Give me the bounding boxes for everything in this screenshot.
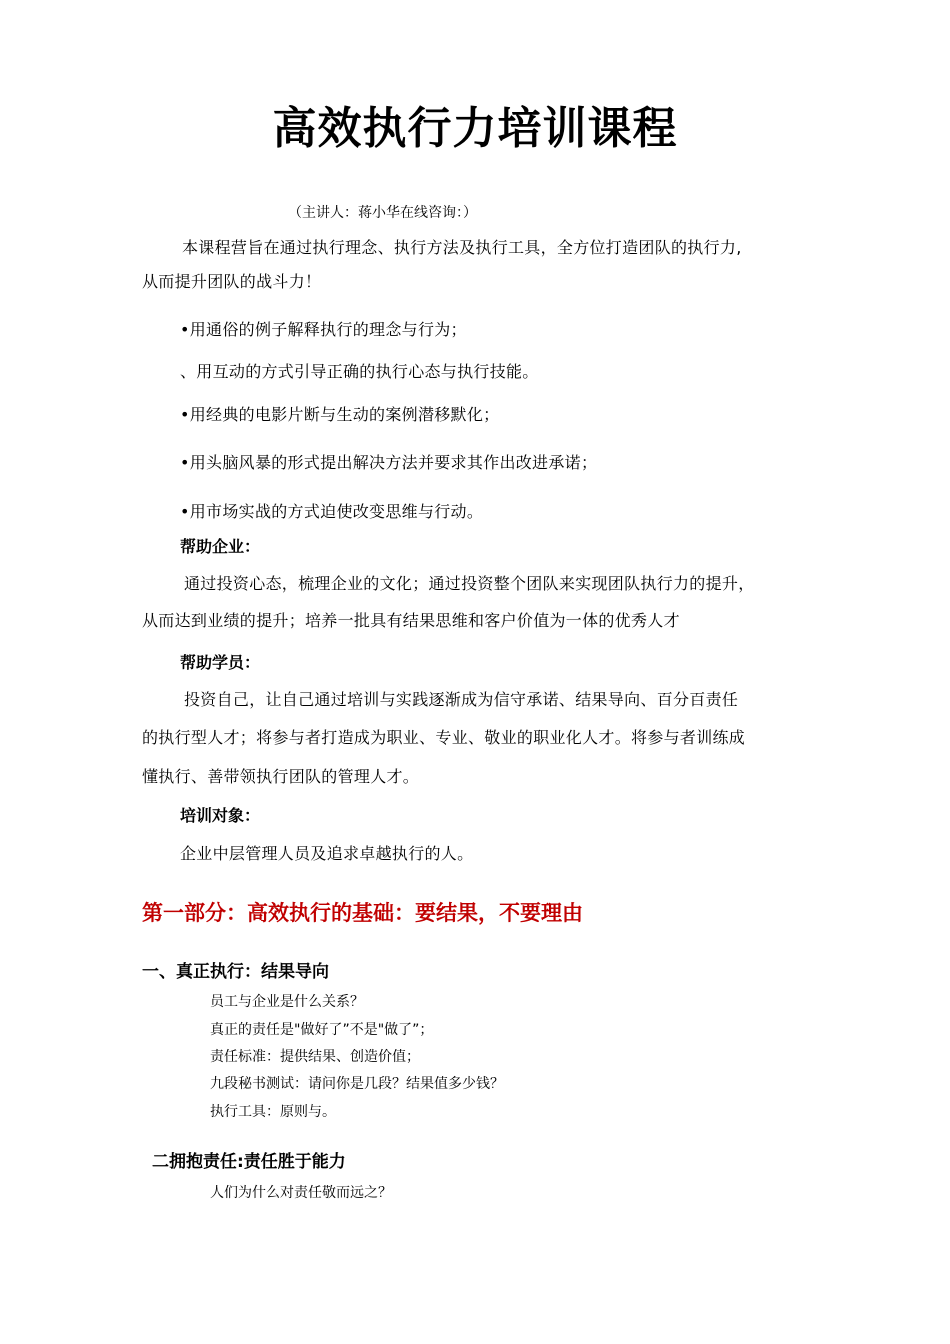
document-title: 高效执行力培训课程 bbox=[272, 103, 678, 154]
section1-item-2: 真正的责任是"做好了”不是"做了”； bbox=[210, 1022, 434, 1038]
method-item-5: •用市场实战的方式迫使改变思维与行动。 bbox=[180, 502, 484, 521]
section1-item-1: 员工与企业是什么关系？ bbox=[210, 994, 364, 1010]
target-label: 培训对象： bbox=[180, 806, 261, 825]
help-company-line-1: 通过投资心态，梳理企业的文化；通过投资整个团队来实现团队执行力的提升， bbox=[184, 574, 755, 593]
help-student-line-1: 投资自己，让自己通过培训与实践逐渐成为信守承诺、结果导向、百分百责任 bbox=[184, 690, 739, 709]
help-student-line-2: 的执行型人才；将参与者打造成为职业、专业、敬业的职业化人才。将参与者训练成 bbox=[142, 728, 746, 747]
document-subtitle: （主讲人：蒋小华在线咨询：） bbox=[288, 205, 477, 221]
target-text: 企业中层管理人员及追求卓越执行的人。 bbox=[180, 844, 474, 863]
intro-line-2: 从而提升团队的战斗力！ bbox=[142, 272, 322, 291]
section1-item-4: 九段秘书测试：请问你是几段？结果值多少钱？ bbox=[210, 1076, 504, 1092]
section1-item-5: 执行工具：原则与。 bbox=[210, 1104, 336, 1120]
method-item-2: 、用互动的方式引导正确的执行心态与执行技能。 bbox=[180, 362, 539, 381]
help-student-label: 帮助学员： bbox=[180, 653, 261, 672]
help-student-line-3: 懂执行、善带领执行团队的管理人才。 bbox=[142, 767, 420, 786]
section2-item-1: 人们为什么对责任敬而远之？ bbox=[210, 1185, 392, 1201]
part1-title: 第一部分：高效执行的基础：要结果，不要理由 bbox=[142, 901, 583, 925]
method-item-4: •用头脑风暴的形式提出解决方法并要求其作出改进承诺； bbox=[180, 453, 598, 472]
section1-item-3: 责任标准：提供结果、创造价值； bbox=[210, 1049, 420, 1065]
help-company-label: 帮助企业： bbox=[180, 537, 261, 556]
method-item-3: •用经典的电影片断与生动的案例潜移默化； bbox=[180, 405, 500, 424]
section2-heading: 二拥抱责任:责任胜于能力 bbox=[152, 1152, 346, 1172]
section1-heading: 一、真正执行：结果导向 bbox=[142, 962, 329, 982]
method-item-1: •用通俗的例子解释执行的理念与行为； bbox=[180, 320, 467, 339]
help-company-line-2: 从而达到业绩的提升；培养一批具有结果思维和客户价值为一体的优秀人才 bbox=[142, 611, 680, 630]
intro-line-1: 本课程营旨在通过执行理念、执行方法及执行工具，全方位打造团队的执行力, bbox=[182, 238, 742, 257]
